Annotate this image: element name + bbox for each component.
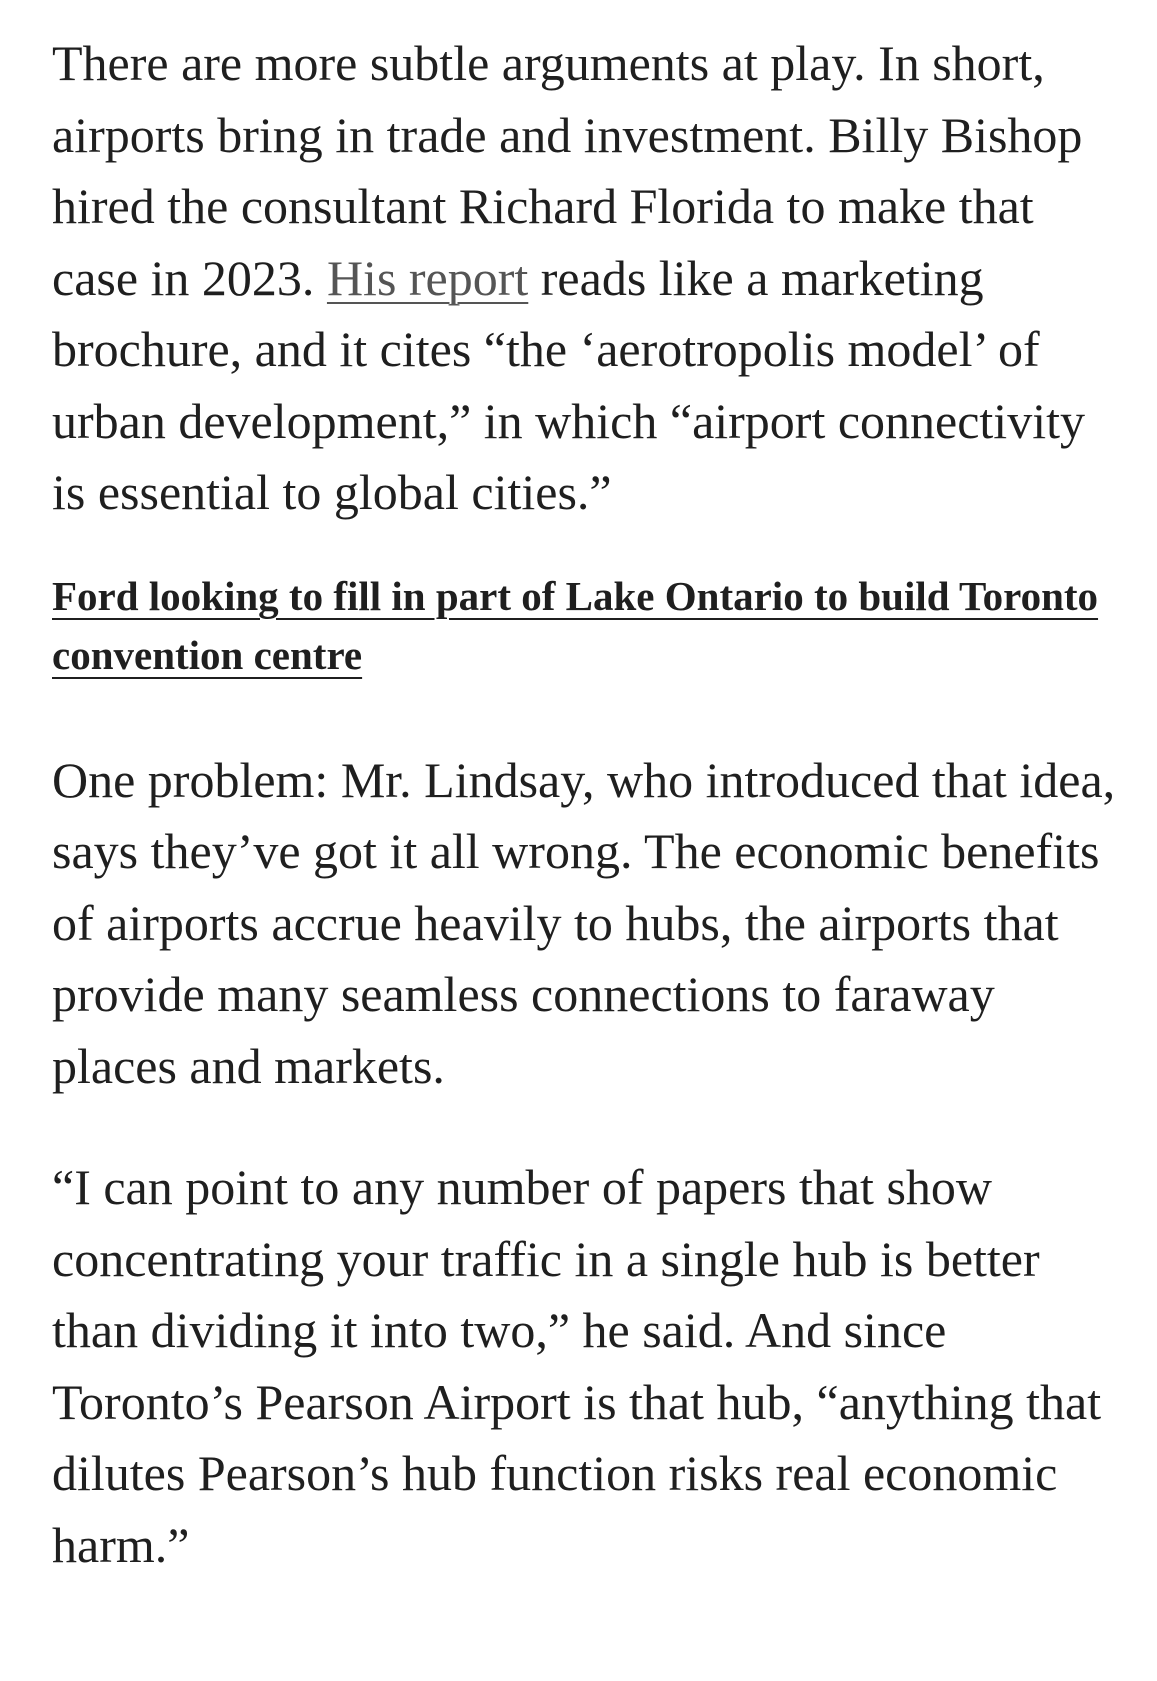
his-report-link[interactable]: His report bbox=[326, 249, 529, 306]
article-paragraph: “I can point to any number of papers that show concentrating your traffic in a single hub is better than dividing it into two,” he said. And since Toronto’s Pearson Airport is that hub, “anything that dilutes Pearson’s hub function risks real economic harm.” bbox=[52, 1159, 1102, 1573]
paragraph-text: reads like a marketing brochure, and it cites “the ‘aerotropolis model’ of urban development,” in which “airport connectivity is essential to global cities.” bbox=[52, 249, 1085, 520]
article-paragraph: One problem: Mr. Lindsay, who introduced that idea, says they’ve got it all wrong. The economic benefits of airports accrue heavily to hubs, the airports that provide many seamless connections to faraway places and markets. bbox=[52, 751, 1116, 1094]
paragraph-text: There are more subtle arguments at play. In short, airports bring in trade and investment. Billy Bishop hired the consultant Richard Florida to make that case in 2023. bbox=[52, 35, 1083, 306]
article-body bbox=[52, 28, 1127, 1581]
article-paragraph bbox=[52, 28, 1127, 529]
related-article bbox=[52, 567, 1127, 685]
related-article-link[interactable]: Ford looking to fill in part of Lake Ontario to build Toronto convention centre bbox=[52, 572, 1099, 678]
